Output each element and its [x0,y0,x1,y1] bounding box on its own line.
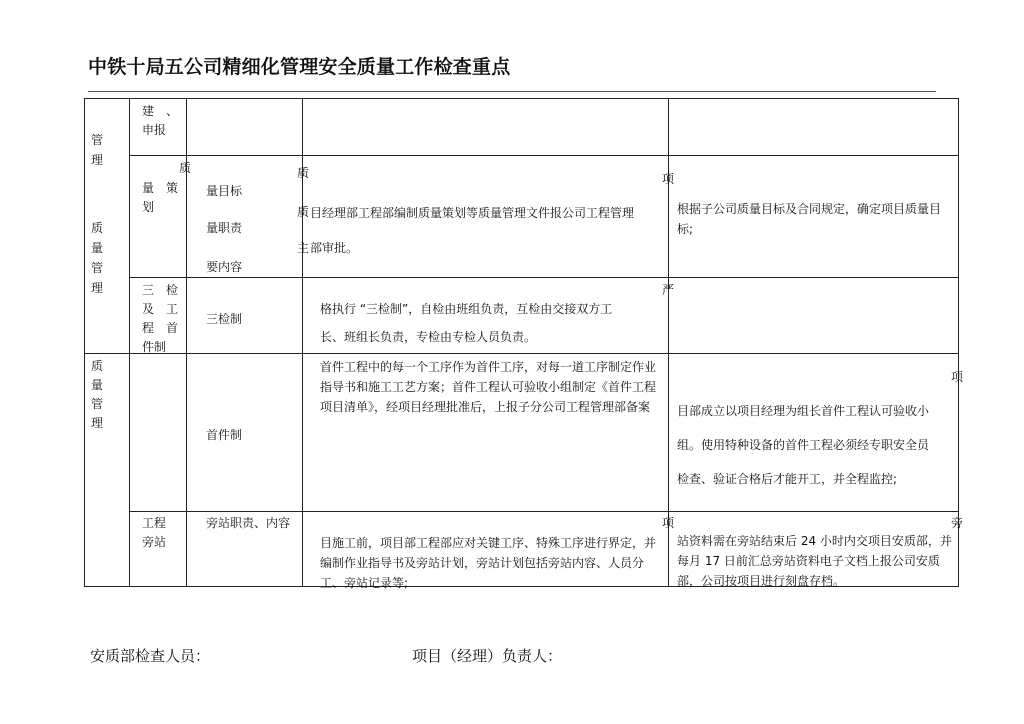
note-fragment: 项 [662,172,675,186]
requirement-text: 目施工前，项目部工程部应对关键工序、特殊工序进行界定，并编制作业指导书及旁站计划，旁站计划包括旁站内容、人员分工、旁站记录等; [320,536,657,590]
category-cell-text: 质 [91,359,104,373]
category-cell-text: 量 [91,378,104,392]
title-underline [88,91,936,92]
requirement-fragment: 质 [297,205,310,219]
note-text: 组。使用特种设备的首件工程必须经专职安全员 [677,438,930,452]
inspector-signature-label: 安质部检查人员： [90,647,211,665]
note-fragment: 项 [951,370,964,384]
item-cell-text: 工程 [142,516,167,530]
category-cell-text: 理 [91,281,104,295]
requirement-text: 首件工程中的每一个工序作为首件工序，对每一道工序制定作业指导书和施工工艺方案；首件工程认可验收小组制定《首件工程项目清单》，经项目经理批准后，上报子分公司工程管理部备案 [320,360,657,414]
item-cell-text: 申报 [142,123,167,137]
item-cell-text: 程 首 [142,321,179,335]
note-text: 目部成立以项目经理为组长首件工程认可验收小 [677,404,930,418]
document-title: 中铁十局五公司精细化管理安全质量工作检查重点 [88,56,511,78]
requirement-fragment: 项 [662,516,675,530]
sub-item-text: 要内容 [206,260,243,274]
note-text: 站资料需在旁站结束后 24 小时内交项目安质部，并每月 17 日前汇总旁站资料电子文档上报公司安质部，公司按项目进行刻盘存档。 [677,534,952,588]
sub-item-text: 量目标 [206,184,243,198]
note-text: 检查、验证合格后才能开工，并全程监控; [677,472,898,486]
requirement-text: 格执行 “三检制”，自检由班组负责，互检由交接双方工 [320,302,613,316]
table-border-left [84,98,85,586]
requirement-fragment: 主 [297,241,310,255]
table-row-divider [129,277,959,278]
sub-item-text: 旁站职责、内容 [206,516,291,530]
item-cell-text: 旁站 [142,535,167,549]
requirement-text: 长、班组长负责，专检由专检人员负责。 [320,330,537,344]
requirement-fragment: 质 [297,166,310,180]
item-cell-text: 量 策 [142,181,179,195]
category-cell-text: 理 [91,416,104,430]
category-cell-text: 管 [91,397,104,411]
manager-signature-label: 项目（经理）负责人： [412,647,563,665]
item-cell-text: 建 、 [142,104,179,118]
table-row-divider [129,511,959,512]
table-border-top [84,98,959,99]
sub-item-text: 首件制 [206,428,243,442]
table-col-divider [129,98,130,586]
table-row-divider [84,353,959,354]
item-cell-text: 三 检 [142,283,179,297]
category-cell-text: 质 [91,221,104,235]
requirement-text: 目经理部工程部编制质量策划等质量管理文件报公司工程管理 [310,206,635,220]
note-text: 根据子公司质量目标及合同规定，确定项目质量目标; [677,202,942,236]
sub-item-text: 量职责 [206,221,243,235]
category-cell-text: 量 [91,241,104,255]
item-cell-text: 件制 [142,340,167,354]
requirement-text: 部审批。 [310,241,359,255]
note-fragment: 旁 [951,516,964,530]
requirement-fragment: 严 [662,283,675,297]
category-cell-text: 理 [91,153,104,167]
item-cell-text: 划 [142,200,155,214]
category-cell-text: 管 [91,261,104,275]
item-cell-text: 及 工 [142,302,179,316]
category-cell-text: 管 [91,133,104,147]
table-row-divider [129,155,959,156]
sub-item-text: 三检制 [206,312,243,326]
item-cell-text: 质 [179,161,192,175]
